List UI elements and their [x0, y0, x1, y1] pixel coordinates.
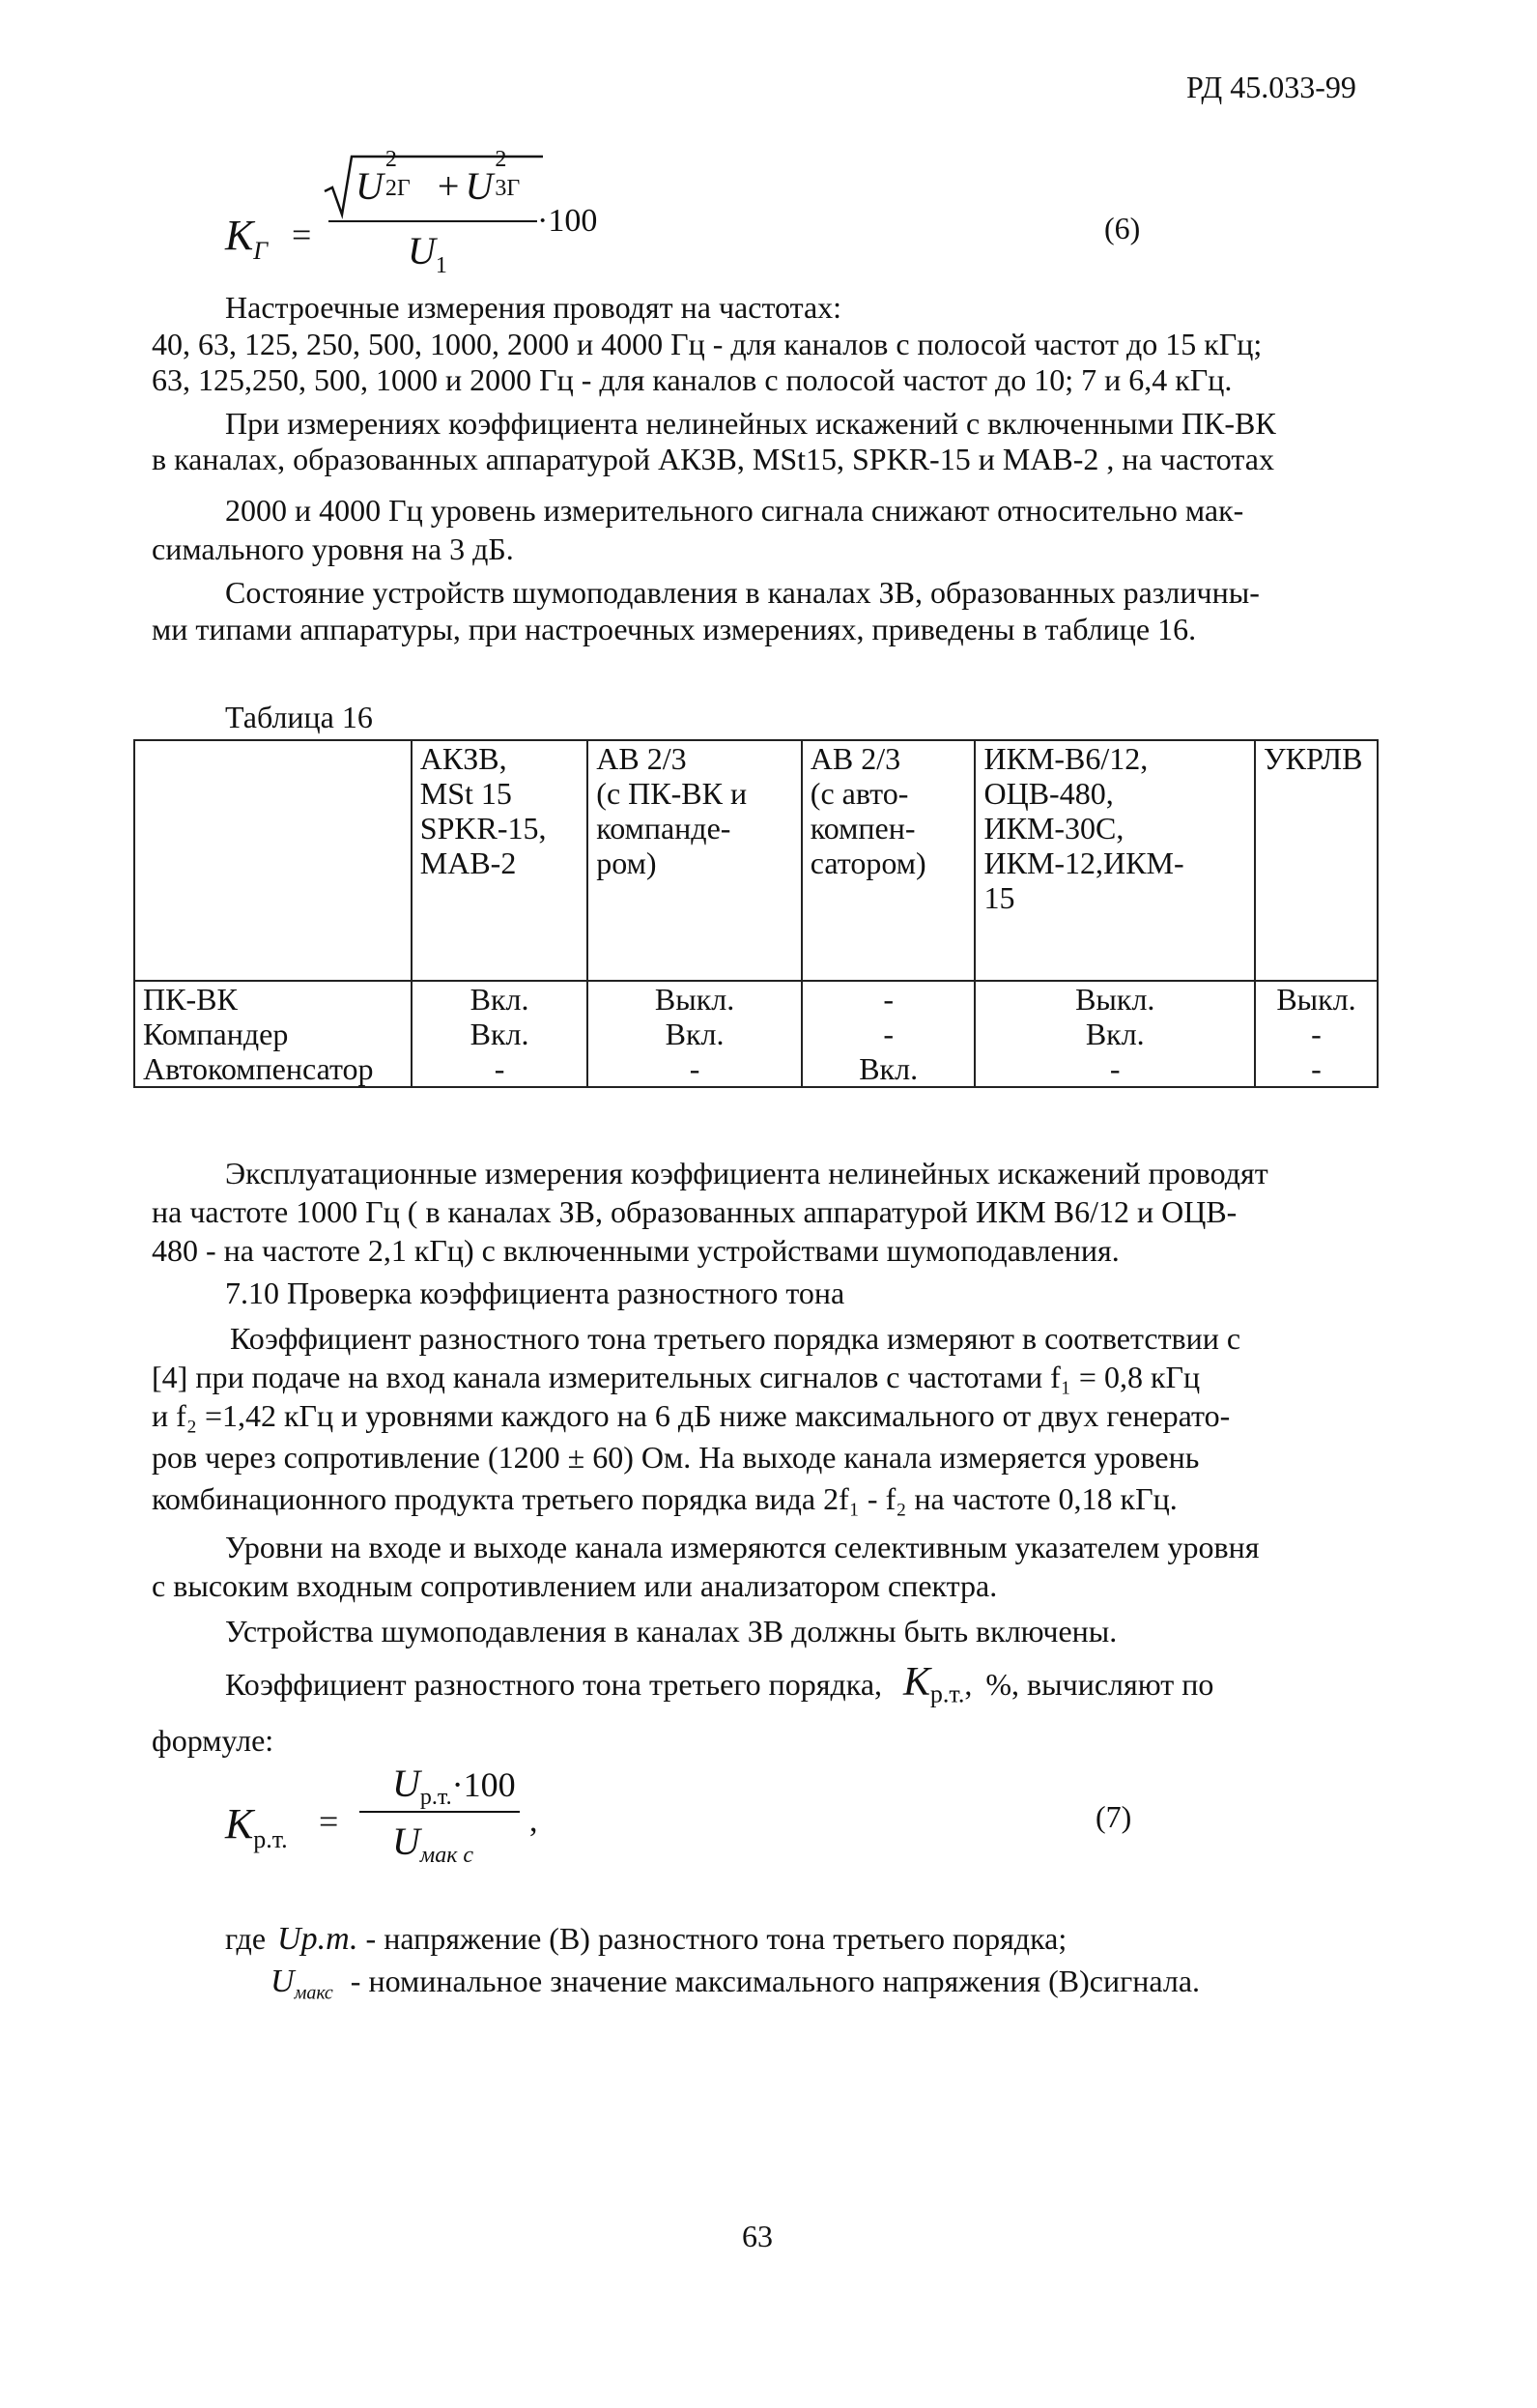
formula-7-numerator-mult: ·100 — [451, 1765, 516, 1804]
paragraph-nonlinear-line-2: в каналах, образованных аппаратурой АКЗВ, MSt15, SPKR-15 и МАВ-2 , на частотах — [152, 442, 1274, 476]
table-row-label: ПК-ВК — [134, 981, 412, 1017]
paragraph-difference-tone-line-2: [4] при подаче на вход канала измерительных сигналов с частотами f₁ = 0,8 кГц — [152, 1360, 1201, 1394]
paragraph-coefficient-formula-intro: Коэффициент разностного тона третьего порядка, $К_{р.т.}$, %, вычисляют по — [225, 1660, 1214, 1708]
paragraph-difference-tone-line-4: ров через сопротивление (1200 ± 60) Ом. На выходе канала измеряется уровень — [152, 1440, 1200, 1475]
document-code: РД 45.033-99 — [1186, 70, 1356, 104]
table-cell: - — [802, 981, 976, 1017]
table-row — [134, 1017, 1378, 1051]
definition-2-symbol-sub: макс — [294, 1982, 333, 2004]
table-header-cell: УКРЛВ — [1255, 740, 1378, 981]
formula-6-u3: U — [465, 164, 494, 208]
formula-6-u2-sup: 2 — [384, 147, 397, 172]
section-heading-7-10: 7.10 Проверка коэффициента разностного тона — [225, 1276, 845, 1310]
table-cell: - — [587, 1051, 802, 1087]
formula-7-numerator-sub: р.т. — [419, 1785, 452, 1811]
paragraph-difference-tone-line-3: и f₂ =1,42 кГц и уровнями каждого на 6 дБ ниже максимального от двух генерато- — [152, 1398, 1231, 1433]
table-header-cell: АВ 2/3 (с ПК-ВК и компанде- ром) — [587, 740, 802, 981]
paragraph-operational-line-3: 480 - на частоте 2,1 кГц) с включенными устройствами шумоподавления. — [152, 1233, 1120, 1268]
table-cell: Вкл. — [412, 1017, 588, 1051]
paragraph-noise-state-line-2: ми типами аппаратуры, при настроечных измерениях, приведены в таблице 16. — [152, 612, 1197, 646]
table-cell: Вкл. — [412, 981, 588, 1017]
formula-7-numerator: U — [392, 1762, 420, 1805]
definition-1-symbol: Uр.т. — [277, 1921, 358, 1957]
paragraph-nonlinear-line-3: 2000 и 4000 Гц уровень измерительного сигнала снижают относительно мак- — [225, 493, 1244, 528]
paragraph-frequencies-15khz: 40, 63, 125, 250, 500, 1000, 2000 и 4000 Гц - для каналов с полосой частот до 15 кГц; — [152, 327, 1263, 361]
paragraph-operational-line-2: на частоте 1000 Гц ( в каналах ЗВ, образованных аппаратурой ИКМ В6/12 и ОЦВ- — [152, 1194, 1238, 1229]
definition-2-symbol: U — [270, 1964, 295, 1999]
table-cell: Выкл. — [587, 981, 802, 1017]
table-cell: - — [975, 1051, 1255, 1087]
paragraph-noise-state-line-1: Состояние устройств шумоподавления в каналах ЗВ, образованных различны- — [225, 575, 1260, 610]
paragraph-noise-on: Устройства шумоподавления в каналах ЗВ должны быть включены. — [225, 1614, 1118, 1648]
paragraph-difference-tone-line-1: Коэффициент разностного тона третьего порядка измеряют в соответствии с — [230, 1321, 1241, 1356]
definition-where: где — [225, 1921, 267, 1956]
table-header-cell: ИКМ-В6/12, ОЦВ-480, ИКМ-30С, ИКМ-12,ИКМ- 15 — [975, 740, 1255, 981]
table-cell: Вкл. — [802, 1051, 976, 1087]
formula-6-u2-sub: 2Г — [384, 176, 411, 201]
formula-7-denominator-sub: мак с — [419, 1843, 474, 1869]
definition-1 — [225, 1921, 1067, 1957]
table-row — [134, 1051, 1378, 1087]
table-header-cell — [134, 740, 412, 981]
paragraph-formula-label: формуле: — [152, 1723, 274, 1758]
paragraph-frequencies-intro: Настроечные измерения проводят на частотах: — [225, 290, 842, 325]
table-header-cell: АКЗВ, MSt 15 SPKR-15, МАВ-2 — [412, 740, 588, 981]
table-cell: - — [412, 1051, 588, 1087]
table-row — [134, 981, 1378, 1017]
coefficient-symbol: К — [903, 1660, 930, 1705]
formula-6-denominator-sub: 1 — [435, 253, 447, 278]
definition-1-text: - напряжение (В) разностного тона третьего порядка; — [365, 1921, 1067, 1956]
formula-7-fraction-bar — [359, 1811, 520, 1813]
formula-7-lhs-sub: р.т. — [253, 1824, 288, 1853]
formula-6-fraction-bar — [328, 220, 537, 222]
formula-7-lhs: К — [225, 1800, 254, 1848]
table-cell: - — [1255, 1017, 1378, 1051]
table-cell: Вкл. — [587, 1017, 802, 1051]
paragraph-frequencies-10khz: 63, 125,250, 500, 1000 и 2000 Гц - для каналов с полосой частот до 10; 7 и 6,4 кГц. — [152, 362, 1233, 397]
paragraph-nonlinear-line-1: При измерениях коэффициента нелинейных искажений с включенными ПК-ВК — [225, 406, 1276, 441]
formula-7-equals: = — [319, 1802, 339, 1841]
definition-2 — [270, 1964, 1200, 2011]
formula-7-denominator: U — [392, 1820, 420, 1863]
paragraph-difference-tone-line-5: комбинационного продукта третьего порядка вида 2f₁ - f₂ на частоте 0,18 кГц. — [152, 1481, 1178, 1516]
table-row-label: Автокомпенсатор — [134, 1051, 412, 1087]
table-16-caption: Таблица 16 — [225, 700, 373, 734]
formula-6-lhs: К — [225, 212, 254, 259]
paragraph-levels-line-1: Уровни на входе и выходе канала измеряются селективным указателем уровня — [225, 1530, 1260, 1564]
paragraph-levels-line-2: с высоким входным сопротивлением или анализатором спектра. — [152, 1568, 998, 1603]
formula-6-u3-sub: 3Г — [495, 176, 521, 201]
formula-6-equals: = — [292, 215, 312, 254]
table-header-row — [134, 740, 1378, 981]
table-header-cell: АВ 2/3 (с авто- компен- сатором) — [802, 740, 976, 981]
formula-6-lhs-sub: Г — [253, 236, 269, 265]
formula-6-u2: U — [356, 164, 384, 208]
page-number: 63 — [742, 2219, 773, 2253]
paragraph-nonlinear-line-4: симального уровня на 3 дБ. — [152, 531, 514, 566]
paragraph-operational-line-1: Эксплуатационные измерения коэффициента нелинейных искажений проводят — [225, 1156, 1268, 1190]
table-cell: Выкл. — [975, 981, 1255, 1017]
formula-6-multiplier: ·100 — [537, 203, 598, 239]
table-cell: Выкл. — [1255, 981, 1378, 1017]
table-row-label: Компандер — [134, 1017, 412, 1051]
table-16 — [133, 739, 1379, 1088]
formula-7-number: (7) — [1096, 1799, 1132, 1834]
definition-2-text: - номинальное значение максимального напряжения (В)сигнала. — [350, 1964, 1201, 1998]
formula-6-plus: + — [437, 164, 460, 208]
table-cell: Вкл. — [975, 1017, 1255, 1051]
coefficient-symbol-sub: р.т. — [929, 1679, 965, 1708]
table-cell: - — [802, 1017, 976, 1051]
formula-6-u3-sup: 2 — [495, 147, 507, 172]
formula-7-comma: , — [529, 1803, 538, 1839]
formula-6-denominator: U — [408, 229, 436, 272]
table-cell: - — [1255, 1051, 1378, 1087]
formula-6-number: (6) — [1104, 211, 1141, 245]
